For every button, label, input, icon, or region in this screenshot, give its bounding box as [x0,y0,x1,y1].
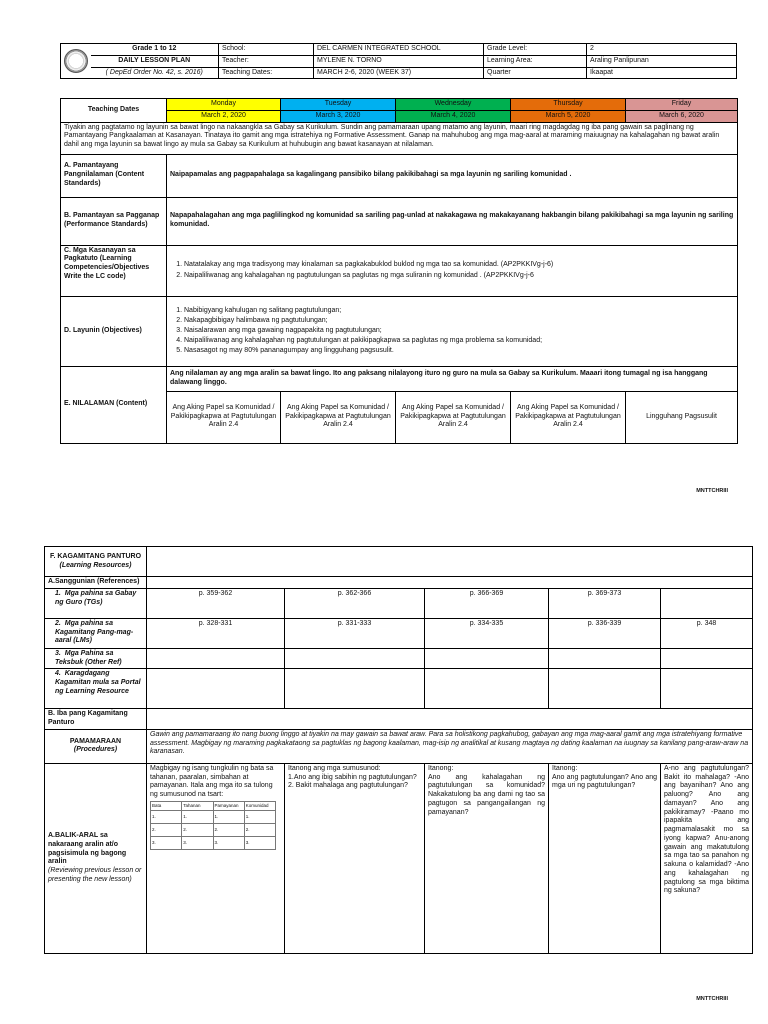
review-tuesday-item: 2. Bakit mahalaga ang pagtutulungan? [288,782,408,790]
competencies-label: C. Mga Kasanayan sa Pagkatuto (Learning Competencies/Objectives Write the LC code) [61,245,167,296]
chart-cell: 3. [182,836,213,849]
chart-cell: 3. [244,836,275,849]
teaching-dates-value: MARCH 2-6, 2020 (WEEK 37) [314,67,484,79]
chart-header: Komunidad [244,801,275,810]
content-tuesday: Ang Aking Papel sa Komunidad / Pakikipagkapwa at Pagtutulungan Aralin 2.4 [281,391,396,443]
procedures-text: Gawin ang pamamaraang ito nang buong linggo at tiyakin na may gawain sa bawat araw. Para sa holistikong pagkahubog, gabayan ang mga mag-aaral gamit ang mga istratehiyang formative assessment. Magbigay ng maraming pagkakataong sa pagtuklas ng bagong kaalaman, mag-isip ng analitikal at kusang magtaya ng dating kaalaman na iuugnay sa kanilang pang-araw-araw na karanasan. [147,729,753,763]
textbook-tuesday [285,648,425,669]
teacher-value: MYLENE N. TORNO [314,55,484,67]
review-monday-text: Magbigay ng isang tungkulin ng bata sa tahanan, paaralan, simbahan at pamayanan. Itala ang mga ito sa tulong ng sumusunod na tsart: [150,764,274,798]
textbook-monday [147,648,285,669]
objectives-cell [167,296,738,366]
review-friday [661,763,753,953]
content-thursday: Ang Aking Papel sa Komunidad / Pakikipagkapwa at Pagtutulungan Aralin 2.4 [511,391,626,443]
tg-thursday: p. 369-373 [549,588,661,618]
tg-wednesday: p. 366-369 [425,588,549,618]
review-tuesday [285,763,425,953]
tg-pages-label [45,588,147,618]
performance-standards-label: B. Pamantayan sa Pagganap (Performance Standards) [61,197,167,245]
deped-seal-icon [64,49,88,73]
learning-resources-cell [147,547,753,577]
day-tuesday: Tuesday [281,99,396,111]
competencies-cell [167,245,738,296]
day-wednesday: Wednesday [396,99,511,111]
learning-resources-sub: (Learning Resources) [59,561,132,569]
header-table [60,43,737,79]
objective-item: 4. Naipaliliwanag ang kahalagahan ng pagtutulungan at pakikipagkapwa sa paglutas ng mga problema sa komunidad; [184,336,734,346]
row-label: Karagdagang Kagamitan mula sa Portal ng Learning Resource [55,670,141,695]
grade-title: Grade 1 to 12 [91,44,219,56]
chart-cell: 3. [151,836,182,849]
row-number: 3. [55,649,61,657]
procedures-sub: (Procedures) [73,746,118,754]
day-monday: Monday [167,99,281,111]
additional-thursday [549,669,661,709]
additional-monday [147,669,285,709]
content-label: E. NILALAMAN (Content) [61,366,167,443]
tg-tuesday: p. 362-366 [285,588,425,618]
footer-mark: MNTTCHRIII [696,488,728,494]
competency-item: 2. Naipaliliwanag ang kahalagahan ng pagtutulungan sa paglutas ng mga suliranin ng komunidad . (AP2PKKIVg-j-6 [184,271,734,281]
objective-item: 1. Nabibigyang kahulugan ng salitang pagtutulungan; [184,306,734,316]
objective-item: 5. Nasasagot ng may 80% pananagumpay ang lingguhang pagsusulit. [184,346,734,356]
chart-header: Tahanan [182,801,213,810]
chart-cell: 2. [213,823,244,836]
lm-friday: p. 348 [661,618,753,648]
references-cell [147,577,753,589]
additional-tuesday [285,669,425,709]
review-wednesday-text: Ano ang kahalagahan ng pagtutulungan sa komunidad? Nakakatulong ba ang dami ng tao sa pagtugon sa pangangailangan ng pamayanan? [428,773,545,816]
review-label [45,763,147,953]
chart-cell: 2. [244,823,275,836]
row-label: Mga pahina sa Gabay ng Guro (TGs) [55,589,137,606]
references-label: A.Sanggunian (References) [45,577,147,589]
plan-title: DAILY LESSON PLAN [91,55,219,67]
footer-mark: MNTTCHRIII [696,996,728,1002]
textbook-pages-label [45,648,147,669]
review-thursday [549,763,661,953]
review-thursday-text: Ano ang pagtutulungan? Ano ang mga uri ng pagtutulungan? [552,773,657,790]
tg-monday: p. 359-362 [147,588,285,618]
chart-header: Pamayanan [213,801,244,810]
objective-item: 2. Nakapagbibigay halimbawa ng pagtutulungan; [184,316,734,326]
learning-resources-label [45,547,147,577]
textbook-thursday [549,648,661,669]
date-friday: March 6, 2020 [626,110,738,122]
chart-cell: 1. [213,810,244,823]
additional-friday [661,669,753,709]
day-friday: Friday [626,99,738,111]
row-number: 4. [55,670,61,678]
lm-wednesday: p. 334-335 [425,618,549,648]
row-label: Mga Pahina sa Teksbuk (Other Ref) [55,649,122,666]
school-value: DEL CARMEN INTEGRATED SCHOOL [314,44,484,56]
content-standards-text: Naipapamalas ang pagpapahalaga sa kagalingang pansibiko bilang pakikibahagi sa mga layunin ng sariling komunidad . [167,154,738,197]
date-monday: March 2, 2020 [167,110,281,122]
chart-header: Bata [151,801,182,810]
review-tuesday-intro: Itanong ang mga sumusunod: [288,764,381,772]
lm-tuesday: p. 331-333 [285,618,425,648]
competencies-list [170,260,734,280]
additional-wednesday [425,669,549,709]
procedures-label [45,729,147,763]
day-thursday: Thursday [511,99,626,111]
chart-cell: 2. [151,823,182,836]
review-friday-text: A-no ang pagtutulungan? Bakit ito mahalaga? -Ano ang bayanihan? Ano ang paluong? Ano ang damayan? Ano ang pakikiramay? -Paano mo ipapakita ang pagmamalasakit mo sa iyong kapwa? Anu-anong gawain ang makatutulong sa mga tao sa panahon ng sakuna o kalamidad? -Ano ang kahalagahan ng pagtulong sa mga biktima ng sakuna? [664,764,750,895]
additional-materials-label [45,669,147,709]
content-text: Ang nilalaman ay ang mga aralin sa bawat lingo. Ito ang paksang nilalayong ituro ng guro na mula sa Gabay sa Kurikulum. Maaari itong tumagal ng isa hanggang dalawang linggo. [167,366,738,391]
tg-friday [661,588,753,618]
deped-seal [61,44,91,79]
other-materials-label: B. Iba pang Kagamitang Panturo [45,709,147,730]
objectives-label: D. Layunin (Objectives) [61,296,167,366]
content-friday: Lingguhang Pagsusulit [626,391,738,443]
review-wednesday-intro: Itanong: [428,764,454,772]
grade-level-label: Grade Level: [484,44,587,56]
review-title: A.BALIK-ARAL sa nakaraang aralin at/o pagsisimula ng bagong aralin [48,832,127,866]
quarter-value: Ikaapat [587,67,737,79]
row-label: Mga pahina sa Kagamitang Pang-mag-aaral (LMs) [55,619,134,645]
intro-text: Tiyakin ang pagtatamo ng layunin sa bawat lingo na nakaangkla sa Gabay sa Kurikulum. Sundin ang pamamaraan upang matamo ang layunin, maari ring magdagdag ng iba pang gawain sa paglinang ng Pamantayang Pangkaalaman at Kasanayan. Tinataya ito gamit ang mga istratehiya ng Formative Assessment. Ganap na mahuhubog ang mga mag-aaral at maraming maiuugnay na kahalagahan ng bawat aralin dahil ang mga layunin sa bawat lingo ay mula sa Gabay sa Kurikulum at huhubugin ang bawat kasanayan at nilalaman. [61,122,738,154]
date-thursday: March 5, 2020 [511,110,626,122]
chart-cell: 3. [213,836,244,849]
procedures-title: PAMAMARAAN [69,737,122,745]
date-wednesday: March 4, 2020 [396,110,511,122]
quarter-label: Quarter [484,67,587,79]
chart-cell: 1. [182,810,213,823]
review-tuesday-item: 1.Ano ang ibig sabihin ng pagtutulungan? [288,773,417,781]
review-thursday-intro: Itanong: [552,764,578,772]
teaching-dates-label: Teaching Dates: [219,67,314,79]
review-monday [147,763,285,953]
learning-resources-title: F. KAGAMITANG PANTURO [49,552,142,560]
content-standards-label: A. Pamantayang Pangnilalaman (Content Standards) [61,154,167,197]
textbook-wednesday [425,648,549,669]
review-wednesday [425,763,549,953]
resources-table [44,546,753,954]
objectives-list [170,306,734,357]
chart-cell: 2. [182,823,213,836]
lesson-plan-table [60,98,738,444]
deped-order: ( DepEd Order No. 42, s. 2016) [91,67,219,79]
row-number: 2. [55,619,61,627]
review-chart [150,801,276,850]
chart-cell: 1. [244,810,275,823]
competency-item: 1. Natatalakay ang mga tradisyong may kinalaman sa pagkakabuklod buklod ng mga tao sa komunidad. (AP2PKKIVg-j-6) [184,260,734,270]
content-wednesday: Ang Aking Papel sa Komunidad / Pakikipagkapwa at Pagtutulungan Aralin 2.4 [396,391,511,443]
grade-level-value: 2 [587,44,737,56]
teacher-label: Teacher: [219,55,314,67]
chart-cell: 1. [151,810,182,823]
date-tuesday: March 3, 2020 [281,110,396,122]
other-materials-cell [147,709,753,730]
review-sub: (Reviewing previous lesson or presenting the new lesson) [48,867,142,883]
school-label: School: [219,44,314,56]
row-number: 1. [55,589,61,597]
performance-standards-text: Napapahalagahan ang mga paglilingkod ng komunidad sa sariling pag-unlad at nakakagawa ng makakayanang hakbangin bilang pakikibahagi sa mga layunin ng sariling komunidad. [167,197,738,245]
textbook-friday [661,648,753,669]
lm-thursday: p. 336-339 [549,618,661,648]
learning-area-value: Araling Panlipunan [587,55,737,67]
teaching-dates-header: Teaching Dates [61,99,167,123]
objective-item: 3. Naisalarawan ang mga gawaing nagpapakita ng pagtutulungan; [184,326,734,336]
learning-area-label: Learning Area: [484,55,587,67]
lm-monday: p. 328-331 [147,618,285,648]
content-monday: Ang Aking Papel sa Komunidad / Pakikipagkapwa at Pagtutulungan Aralin 2.4 [167,391,281,443]
lm-pages-label [45,618,147,648]
